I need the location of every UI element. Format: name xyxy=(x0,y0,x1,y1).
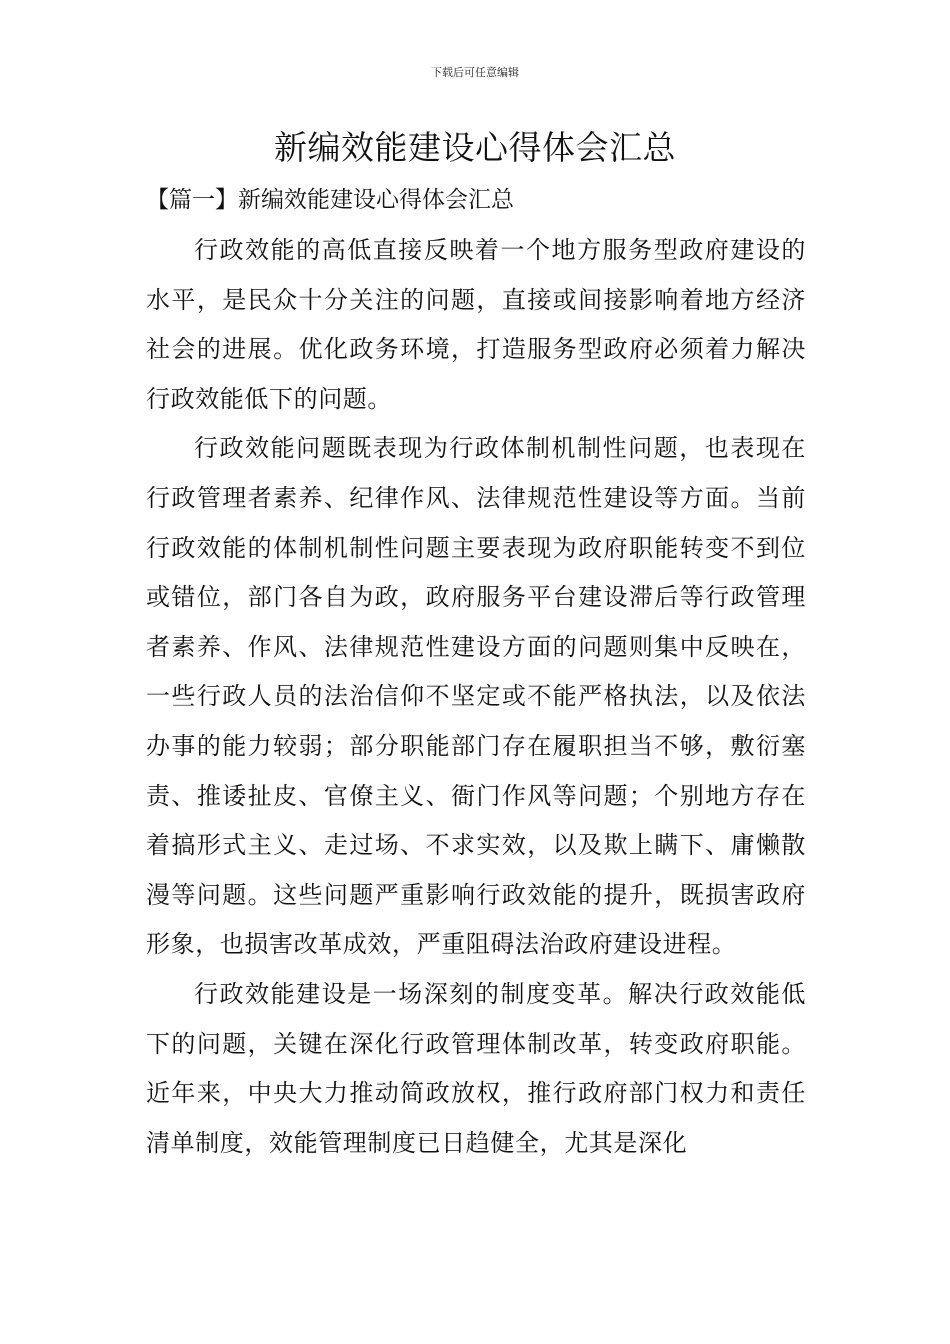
header-note: 下载后可任意编辑 xyxy=(431,66,519,79)
body-text xyxy=(146,226,806,1168)
paragraph-1: 行政效能的高低直接反映着一个地方服务型政府建设的水平，是民众十分关注的问题，直接或间接影响着地方经济社会的进展。优化政务环境，打造服务型政府必须着力解决行政效能低下的问题。 xyxy=(146,236,806,413)
document-title: 新编效能建设心得体会汇总 xyxy=(274,128,676,167)
paragraph-2: 行政效能问题既表现为行政体制机制性问题，也表现在行政管理者素养、纪律作风、法律规范性建设等方面。当前行政效能的体制机制性问题主要表现为政府职能转变不到位或错位，部门各自为政，政府服务平台建设滞后等行政管理者素养、作风、法律规范性建设方面的问题则集中反映在，一些行政人员的法治信仰不坚定或不能严格执法，以及依法办事的能力较弱；部分职能部门存在履职担当不够，敷衍塞责、推诿扯皮、官僚主义、衙门作风等问题；个别地方存在着搞形式主义、走过场、不求实效，以及欺上瞒下、庸懒散漫等问题。这些问题严重影响行政效能的提升，既损害政府形象，也损害改革成效，严重阻碍法治政府建设进程。 xyxy=(146,434,806,959)
paragraph-3: 行政效能建设是一场深刻的制度变革。解决行政效能低下的问题，关键在深化行政管理体制改革，转变政府职能。近年来，中央大力推动简政放权，推行政府部门权力和责任清单制度，效能管理制度已日趋健全，尤其是深化 xyxy=(146,979,806,1157)
section-heading: 【篇一】新编效能建设心得体会汇总 xyxy=(146,187,514,213)
